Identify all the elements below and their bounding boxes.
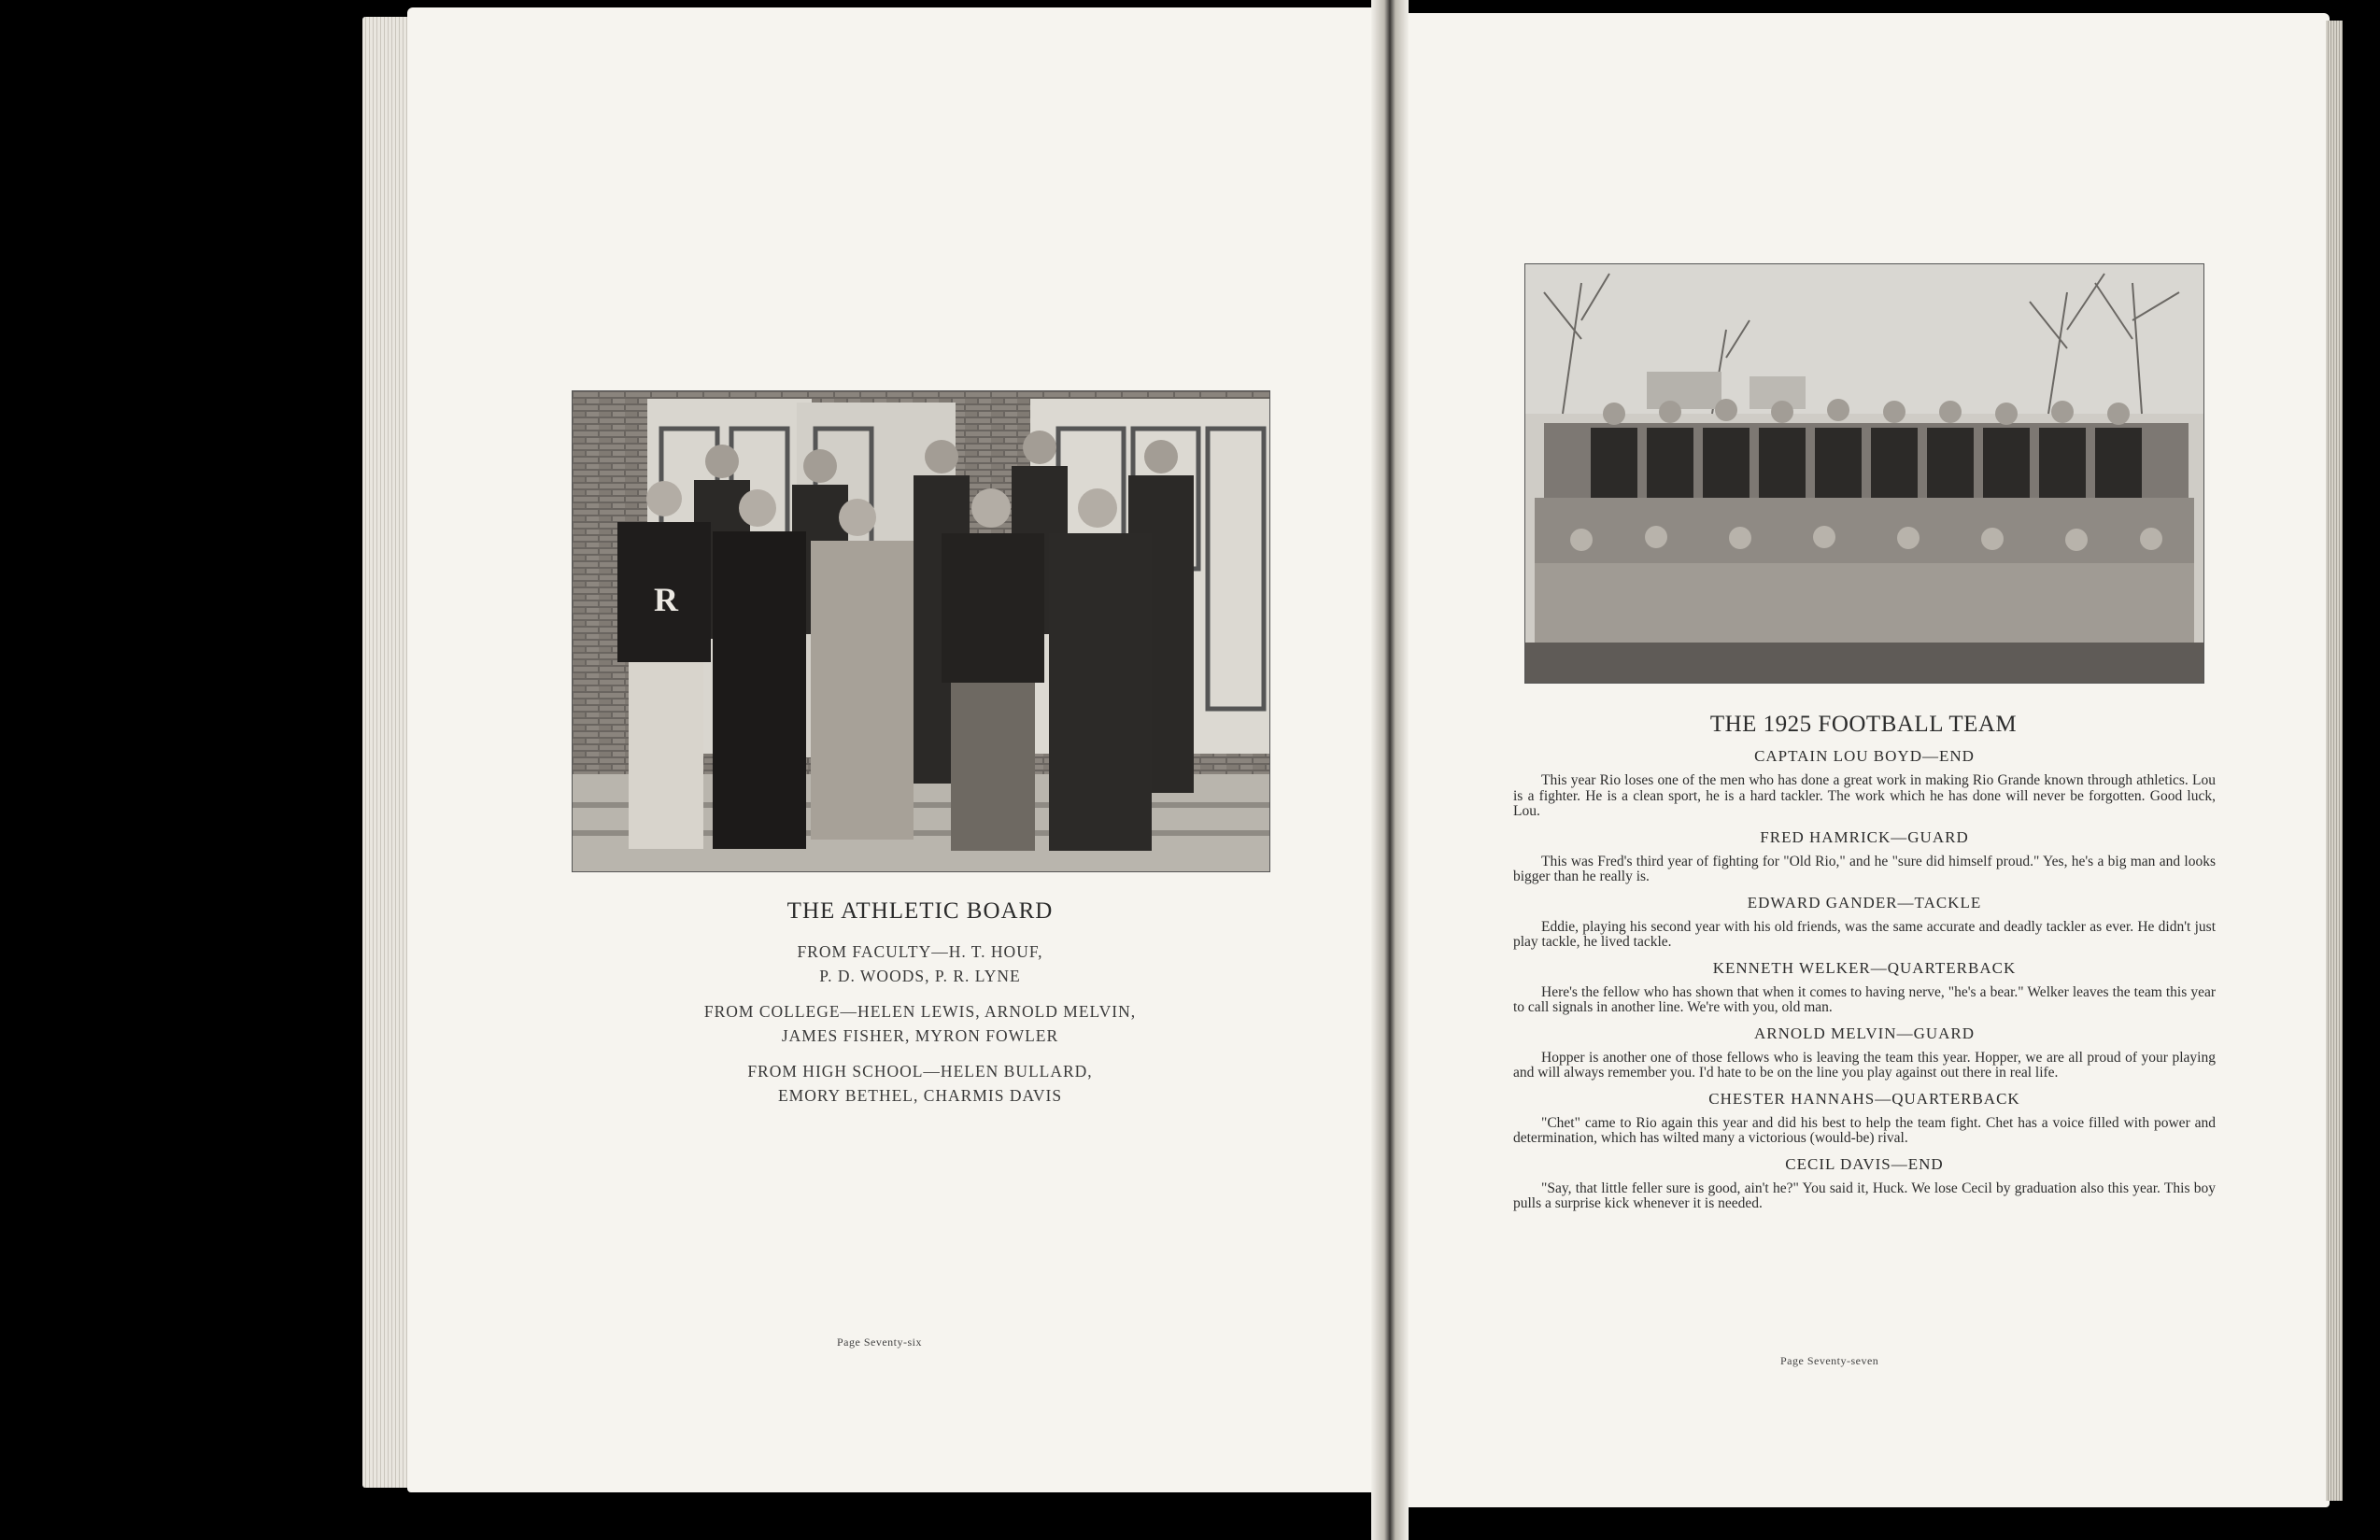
high-school-members [572,1059,1268,1108]
athletic-board-caption: THE ATHLETIC BOARD [786,898,1054,924]
member-line: EMORY BETHEL, CHARMIS DAVIS [777,1086,1063,1105]
bio-text: "Say, that little feller sure is good, ain't he?" You said it, Huck. We lose Cecil by graduation also this year. This boy pulls a surprise kick whenever it is needed. [1513,1180,2216,1211]
bio-heading: KENNETH WELKER—QUARTERBACK [1712,958,2017,977]
member-line: FROM HIGH SCHOOL—HELEN BULLARD, [747,1062,1093,1081]
member-line: FROM FACULTY—H. T. HOUF, [797,942,1043,961]
svg-text:R: R [654,581,678,618]
faculty-members [572,940,1268,988]
bio-text: This year Rio loses one of the men who has done a great work in making Rio Grande known through athletics. Lou is a fighter. He is a clean sport, he is a hard tackler. The work which he has done will never be forgotten. Good luck, Lou. [1513,772,2216,819]
book-page-edges-right [2326,21,2343,1501]
bio-heading: CAPTAIN LOU BOYD—END [1754,747,1975,765]
athletic-board-photo [572,390,1270,872]
player-bios [1513,747,2216,1221]
bio-text: Eddie, playing his second year with his old friends, was the same accurate and deadly tackler as ever. He didn't just play tackle, he lived tackle. [1513,918,2216,950]
football-team-photo [1524,263,2204,684]
college-members [572,999,1268,1048]
bio-text: Here's the fellow who has shown that when it comes to having nerve, "he's a bear." Welker leaves the team this year to call signals in another line. We're with you, old man. [1513,983,2216,1015]
bio-text: "Chet" came to Rio again this year and did his best to help the team fight. Chet has a voice filled with power and determination, which has wilted many a victorious (would-be) rival. [1513,1114,2216,1146]
page-number-left: Page Seventy-six [837,1335,922,1349]
bio-text: This was Fred's third year of fighting for "Old Rio," and he "sure did himself proud." Yes, he's a big man and looks bigger than he really is. [1513,853,2216,884]
bio-heading: ARNOLD MELVIN—GUARD [1753,1024,1976,1042]
book-page-edges-left [362,17,411,1488]
bio-heading: FRED HAMRICK—GUARD [1760,827,1969,846]
member-line: P. D. WOODS, P. R. LYNE [819,967,1021,985]
bio-heading: CHESTER HANNAHS—QUARTERBACK [1708,1089,2020,1108]
bio-text: Hopper is another one of those fellows who is leaving the team this year. Hopper, we are all proud of your playing and will always remember you. I'd hate to be on the line you play against out there in real life. [1513,1049,2216,1081]
book-gutter [1371,0,1409,1540]
member-line: JAMES FISHER, MYRON FOWLER [781,1026,1059,1045]
football-team-title: THE 1925 FOOTBALL TEAM [1709,712,2018,737]
member-line: FROM COLLEGE—HELEN LEWIS, ARNOLD MELVIN, [703,1002,1137,1021]
bio-heading: CECIL DAVIS—END [1785,1154,1944,1173]
page-number-right: Page Seventy-seven [1780,1354,1879,1367]
athletic-board-members [572,940,1268,1119]
bio-heading: EDWARD GANDER—TACKLE [1747,893,1982,911]
